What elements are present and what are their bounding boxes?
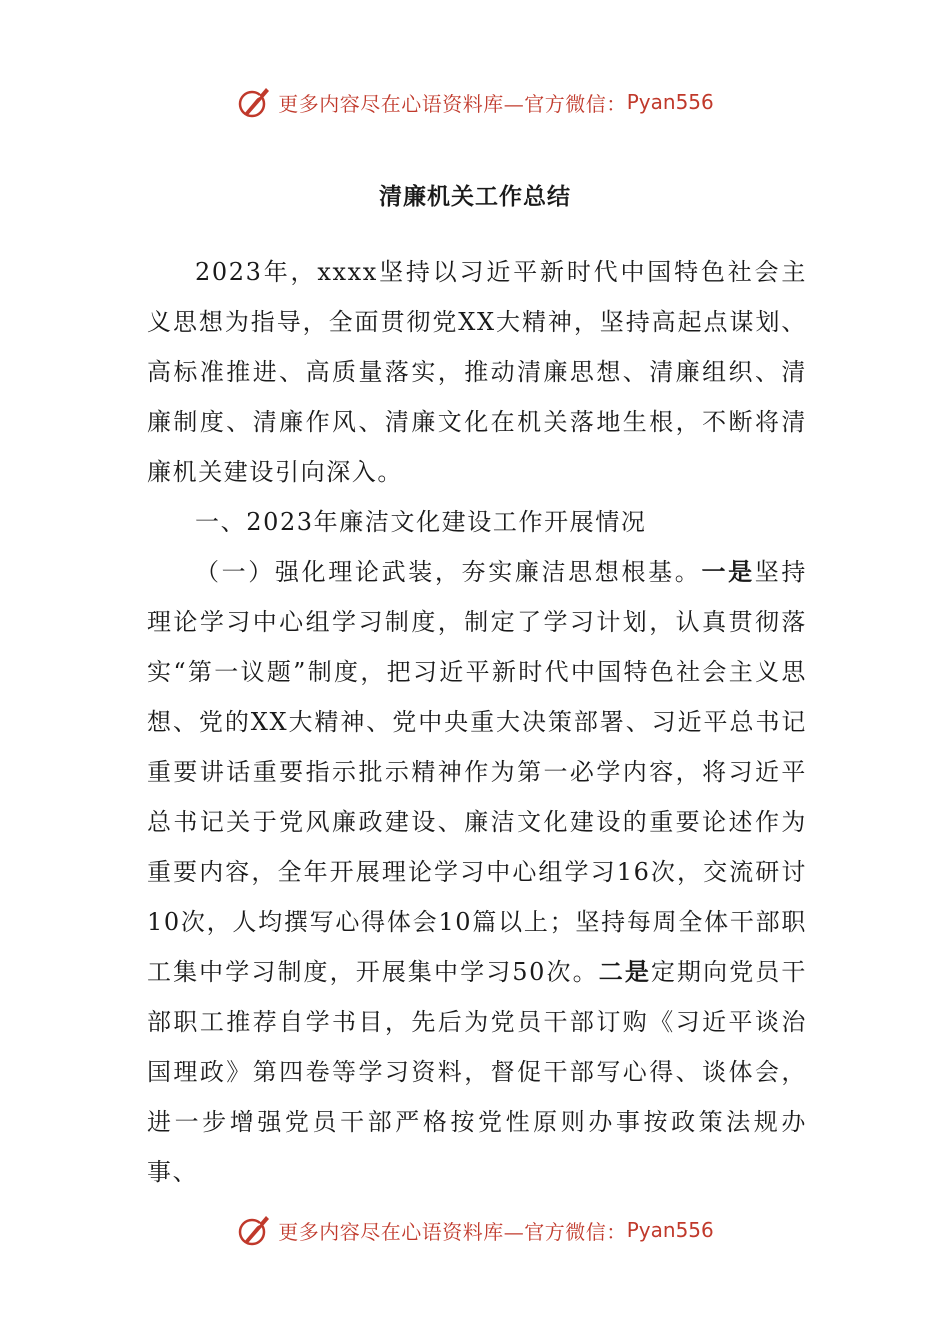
- watermark-text: 更多内容尽在心语资料库—官方微信：: [278, 91, 627, 116]
- point-text-1: 坚持理论学习中心组学习制度，制定了学习计划，认真贯彻落实“第一议题”制度，把习近平新时代中国特色社会主义思想、党的XX大精神、党中央重大决策部署、习近平总书记重要讲话重要指示批示精神作为第一必学内容，将习近平总书记关于党风廉政建设、廉洁文化建设的重要论述作为重要内容，全年开展理论学习中心组学习16次，交流研讨10次，人均撰写心得体会10篇以上；坚持每周全体干部职工集中学习制度，开展集中学习50次。: [147, 558, 808, 986]
- point-marker-2: 二是: [598, 957, 651, 986]
- quill-logo-icon: [236, 84, 272, 120]
- paragraph-section-1: [147, 547, 807, 1197]
- watermark-banner-bottom: [0, 1212, 950, 1248]
- document-title: 清廉机关工作总结: [379, 183, 571, 210]
- watermark-banner-top: [0, 84, 950, 120]
- document-body: [147, 247, 807, 1197]
- section-heading: 一、2023年廉洁文化建设工作开展情况: [195, 508, 647, 536]
- watermark-handle: Pyan556: [626, 1218, 714, 1242]
- subsection-heading: （一）强化理论武装，夯实廉洁思想根基。: [195, 558, 702, 586]
- paragraph-intro: 2023年，xxxx坚持以习近平新时代中国特色社会主义思想为指导，全面贯彻党XX大精神，坚持高起点谋划、高标准推进、高质量落实，推动清廉思想、清廉组织、清廉制度、清廉作风、清廉文化在机关落地生根，不断将清廉机关建设引向深入。: [147, 258, 807, 486]
- watermark-handle: Pyan556: [626, 90, 714, 114]
- watermark-text: 更多内容尽在心语资料库—官方微信：: [278, 1219, 627, 1244]
- point-marker-1: 一是: [701, 557, 755, 586]
- quill-logo-icon: [236, 1212, 272, 1248]
- point-text-2: 定期向党员干部职工推荐自学书目，先后为党员干部订购《习近平谈治国理政》第四卷等学习资料，督促干部写心得、谈体会，进一步增强党员干部严格按党性原则办事按政策法规办事、: [147, 958, 807, 1186]
